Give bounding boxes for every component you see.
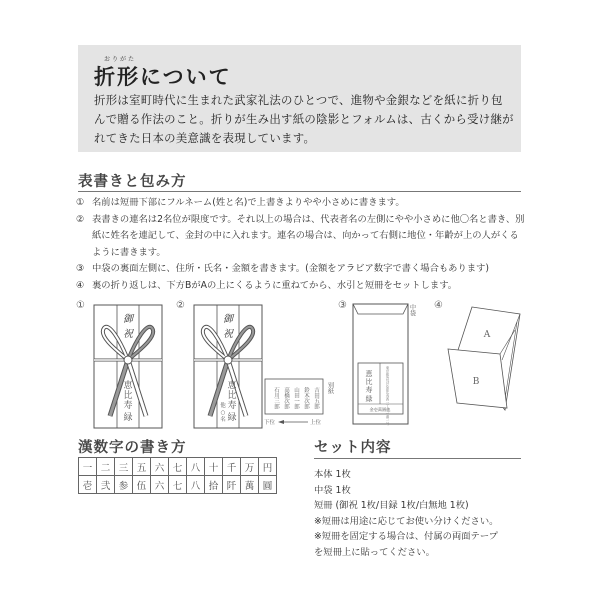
flap-a-label: A [483,330,491,340]
svg-text:緑: 緑 [227,413,237,423]
svg-text:御: 御 [223,314,233,325]
intro-title: 折形について [94,64,232,89]
standard-numerals-row [79,458,277,476]
kanji-cell: 阡 [223,476,241,494]
kanji-cell: 拾 [205,476,223,494]
separate-sheet-label: 別紙 [326,382,334,394]
kanji-cell: 円 [259,458,277,476]
svg-text:比: 比 [123,391,133,401]
noshi-envelope-illustration [76,300,166,435]
sheet-name: 高橋次郎 [283,387,289,409]
figure-3-number: ③ [338,300,347,311]
svg-text:名: 名 [220,417,226,423]
intro-body: 折形は室町時代に生まれた武家礼法のひとつで、進物や金銀などを紙に折り包んで贈る作法のこと。折りが生み出す紙の陰影とフォルムは、古くから受け継がれてきた日本の美意識を表現しています。 [94,93,514,145]
svg-text:恵: 恵 [365,370,373,378]
kanji-cell: 十 [205,458,223,476]
formal-numerals-row [79,476,277,494]
kanji-cell: 万 [241,458,259,476]
set-item: ※短冊は用途に応じてお使い分けください。 [314,515,499,527]
title-go: 御 [123,314,133,325]
figure-1-envelope [76,300,166,435]
figure-4-number: ④ [434,300,443,311]
kanji-cell: 七 [169,458,187,476]
intro-box [78,45,521,152]
step-text: 表書きの連名は2名位が限度です。それ以上の場合は、代表者名の左側にやや小さめに他〇名と書き、別紙に姓名を連記して、金封の中に入れます。連名の場合は、向かって右側に地位・年齢が上の人がくるように書きます。 [92,213,525,258]
set-item: 短冊 (御祝 1枚/目録 1枚/白無地 1枚) [314,500,469,511]
kanji-cell: 八 [187,476,205,494]
wrapping-steps [76,195,526,294]
step-item [76,195,526,212]
svg-text:寿: 寿 [227,401,237,411]
kanji-cell: 三 [115,458,133,476]
kanji-cell: 萬 [241,476,259,494]
sheet-name: 吉田五郎 [313,387,319,409]
kanji-numerals-title: 漢数字の書き方 [78,440,187,456]
title-iwai: 祝 [123,329,133,340]
svg-text:寿: 寿 [123,401,133,411]
kanji-cell: 壱 [79,476,97,494]
kanji-cell: 二 [97,458,115,476]
kanji-cell: 圓 [259,476,277,494]
step-number: ② [76,213,85,225]
inner-envelope-label: 中袋 [408,304,416,316]
kanji-cell: 弐 [97,476,115,494]
intro-title-ruby: おりがた [104,56,137,63]
svg-text:他: 他 [220,403,226,409]
arrow-left-icon [278,420,284,424]
wrapping-section-title: 表書きと包み方 [78,174,187,190]
svg-text:緑: 緑 [365,395,373,403]
svg-text:寿: 寿 [365,386,373,394]
sheet-name: 鈴木次郎 [303,387,309,409]
step-item [76,278,526,295]
step-text: 裏の折り返しは、下方BがAの上にくるように重ねてから、水引と短冊をセットします。 [92,279,458,291]
kanji-cell: 六 [151,476,169,494]
set-item: 本体 1枚 [314,469,351,480]
kanji-cell: 六 [151,458,169,476]
figure-3-inner-envelope [338,300,418,435]
svg-text:祝: 祝 [223,329,233,340]
kanji-cell: 五 [133,458,151,476]
set-contents-title: セット内容 [314,440,392,456]
kanji-cell: 七 [169,476,187,494]
set-contents-list [314,467,544,560]
noshi-envelope-illustration [176,300,266,435]
figure-2-envelope [176,300,266,435]
amount-text: 金壱萬圓也 [369,407,391,412]
svg-text:緑: 緑 [123,413,133,423]
step-text: 名前は短冊下部にフルネーム(姓と名)で上書きよりやや小さめに書きます。 [92,197,405,208]
kanji-cell: 一 [79,458,97,476]
sheet-name: 山田一郎 [293,387,299,409]
kanji-cell: 伍 [133,476,151,494]
set-item: 中袋 1枚 [314,484,351,496]
wrapping-section-rule [78,191,521,192]
svg-text:比: 比 [365,378,373,386]
svg-text:比: 比 [227,391,237,401]
step-number: ④ [76,279,85,291]
figure-4-folding [420,300,530,435]
upper-rank-label: 上位 [310,420,322,426]
flap-b-label: B [472,377,480,387]
kanji-cell: 千 [223,458,241,476]
step-text: 中袋の裏面左側に、住所・氏名・金額を書きます。(金額をアラビア数字で書く場合もあります) [92,263,489,274]
set-item: ※短冊を固定する場合は、付属の両面テープ [314,531,498,542]
set-item: を短冊上に貼ってください。 [314,546,435,558]
svg-text:恵: 恵 [123,381,133,391]
kanji-cell: 参 [115,476,133,494]
figure-2-number: ② [176,300,185,311]
kanji-cell: 八 [187,458,205,476]
step-number: ① [76,197,85,208]
step-item [76,212,526,262]
sheet-name: 石川三郎 [273,387,279,409]
kanji-numerals-table [78,457,277,494]
separate-sheet-illustration [264,378,340,428]
figure-1-number: ① [76,300,85,311]
svg-text:○: ○ [220,410,226,416]
set-contents-rule [314,458,521,459]
address-text: 東京都渋谷区恵比寿西一丁目一番一号 [386,366,390,426]
lower-rank-label: 下位 [264,420,276,426]
step-item [76,261,526,278]
step-number: ③ [76,263,85,274]
svg-text:恵: 恵 [227,381,237,391]
